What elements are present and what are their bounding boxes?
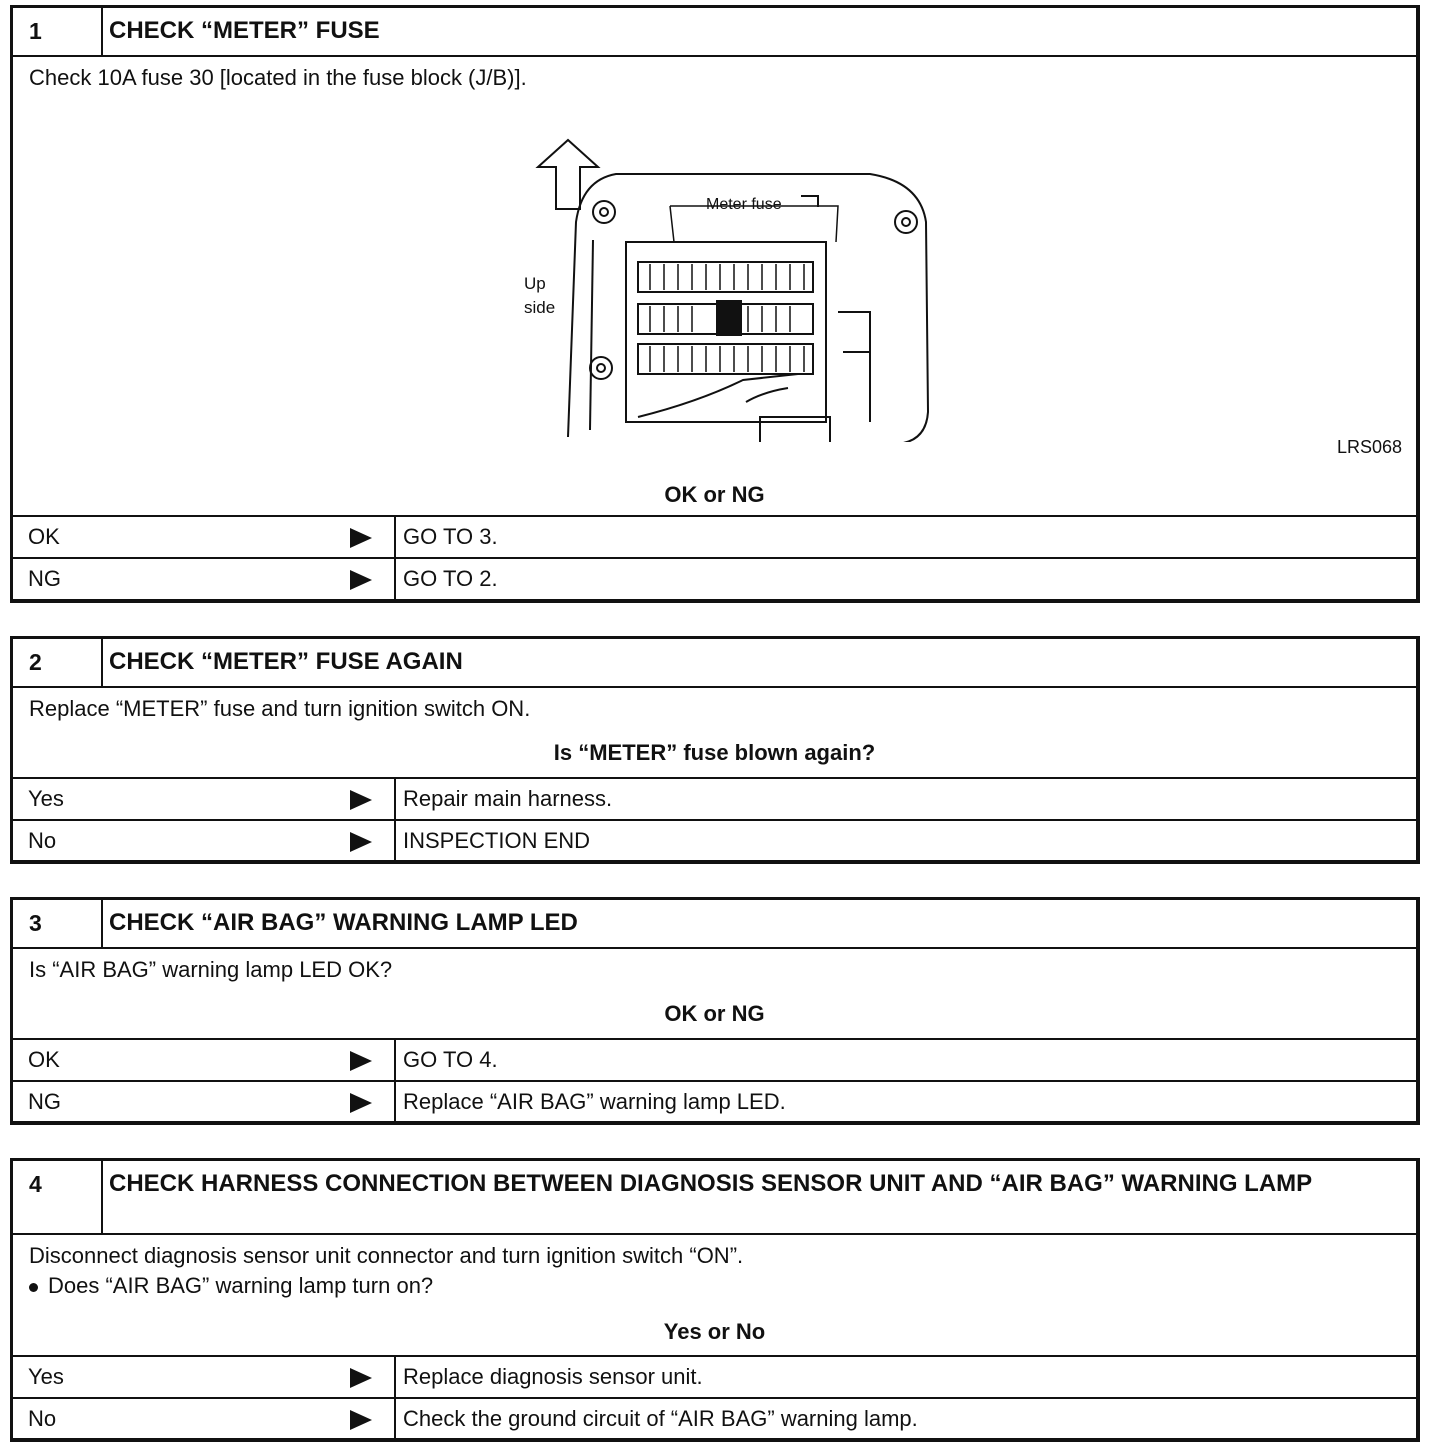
step-header [13,8,1416,57]
answer-label: OK [28,1047,60,1072]
answer-row [13,1080,1416,1122]
bullet-item [13,1271,1416,1301]
arrow-right-icon [350,832,372,852]
answer-result: Replace “AIR BAG” warning lamp LED. [403,1089,786,1114]
answer-label: Yes [28,1364,64,1389]
step-number: 1 [13,8,103,55]
answer-row [13,777,1416,819]
step-title: CHECK “METER” FUSE AGAIN [109,648,463,675]
answer-label: Yes [28,786,64,811]
meter-fuse-callout: Meter fuse [706,196,782,213]
answer-row [13,1355,1416,1397]
verdict-question: OK or NG [664,1001,765,1026]
answer-result: Replace diagnosis sensor unit. [403,1364,703,1389]
instruction-text: Replace “METER” fuse and turn ignition switch ON. [29,696,531,721]
step-title: CHECK “AIR BAG” WARNING LAMP LED [109,909,578,936]
answer-row [13,557,1416,599]
step-body [13,688,1416,777]
answer-result: Repair main harness. [403,786,613,811]
verdict-question: Is “METER” fuse blown again? [553,740,876,765]
figure-code: LRS068 [1336,437,1402,457]
arrow-right-icon [350,1410,372,1430]
step-header [13,900,1416,949]
arrow-right-icon [350,570,372,590]
step-header [13,639,1416,688]
answer-label: NG [28,1089,61,1114]
answer-result: GO TO 2. [403,566,498,591]
instruction-text: Is “AIR BAG” warning lamp LED OK? [29,957,393,982]
step-number: 4 [13,1161,103,1233]
answer-row [13,1397,1416,1439]
answer-label: No [28,1406,57,1431]
step-4 [10,1158,1420,1442]
step-body [13,57,1416,515]
step-2 [10,636,1420,864]
answer-result: Check the ground circuit of “AIR BAG” warning lamp. [403,1406,918,1431]
step-title: CHECK HARNESS CONNECTION BETWEEN DIAGNOSIS SENSOR UNIT AND “AIR BAG” WARNING LAMP [109,1170,1313,1197]
bullet-text: Does “AIR BAG” warning lamp turn on? [48,1273,434,1298]
arrow-right-icon [350,1368,372,1388]
step-number: 2 [13,639,103,686]
arrow-right-icon [350,790,372,810]
answer-row [13,1038,1416,1080]
answer-result: GO TO 4. [403,1047,498,1072]
answer-label: No [28,828,57,853]
up-label: Up [524,274,546,293]
fuse-block-illustration [498,112,968,442]
answer-label: OK [28,524,60,549]
side-label: side [524,298,556,317]
instruction-text: Disconnect diagnosis sensor unit connector and turn ignition switch “ON”. [29,1243,744,1268]
step-3 [10,897,1420,1125]
step-title: CHECK “METER” FUSE [109,17,380,44]
step-body [13,1235,1416,1355]
answer-row [13,819,1416,861]
answer-result: GO TO 3. [403,524,498,549]
bullet-icon [29,1283,38,1292]
answer-row [13,515,1416,557]
step-header [13,1161,1416,1235]
step-body [13,949,1416,1038]
step-number: 3 [13,900,103,947]
verdict-question: Yes or No [663,1319,766,1344]
instruction-text: Check 10A fuse 30 [located in the fuse block (J/B)]. [29,65,527,90]
verdict-question: OK or NG [664,482,765,507]
answer-label: NG [28,566,61,591]
answer-result: INSPECTION END [403,828,591,853]
up-arrow-icon [538,140,598,209]
arrow-right-icon [350,1093,372,1113]
step-1 [10,5,1420,603]
arrow-right-icon [350,528,372,548]
arrow-right-icon [350,1051,372,1071]
